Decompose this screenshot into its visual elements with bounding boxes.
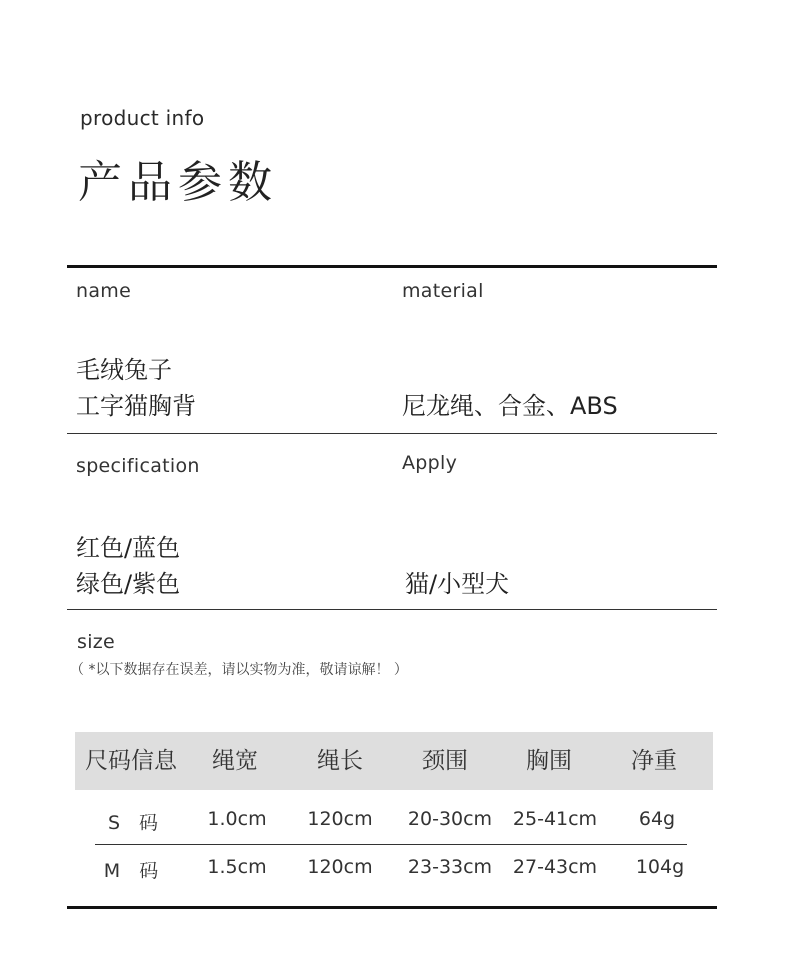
apply-value: 猫/小型犬: [405, 570, 510, 598]
name-value-line1: 毛绒兔子: [76, 356, 172, 384]
name-value-line2: 工字猫胸背: [76, 392, 196, 420]
spec-value-line2: 绿色/紫色: [76, 570, 181, 598]
size-label: size: [77, 631, 116, 653]
row-rope-width: 1.5cm: [207, 856, 267, 878]
row-rope-length: 120cm: [307, 856, 373, 878]
row-size: M 码: [103, 860, 159, 882]
apply-label: Apply: [402, 452, 458, 474]
page-title: 产品参数: [78, 157, 278, 208]
row-chest: 27-43cm: [512, 856, 598, 878]
row-net-weight: 104g: [635, 856, 685, 878]
row-size: S 码: [107, 812, 159, 834]
header-net-weight: 净重: [631, 748, 677, 774]
row-rope-length: 120cm: [307, 808, 373, 830]
row-rope-width: 1.0cm: [207, 808, 267, 830]
header-rope-length: 绳长: [317, 748, 363, 774]
top-divider: [67, 265, 717, 268]
row-net-weight: 64g: [638, 808, 676, 830]
material-value: 尼龙绳、合金、ABS: [402, 392, 618, 420]
size-disclaimer: （ *以下数据存在误差，请以实物为准，敬请谅解！ ）: [70, 662, 408, 678]
table-row-divider: [95, 844, 687, 845]
material-label: material: [402, 280, 484, 302]
specification-label: specification: [76, 455, 200, 477]
header-neck: 颈围: [422, 748, 468, 774]
row-neck: 20-30cm: [407, 808, 493, 830]
row-neck: 23-33cm: [407, 856, 493, 878]
row-chest: 25-41cm: [512, 808, 598, 830]
header-rope-width: 绳宽: [212, 748, 258, 774]
divider-1: [67, 433, 717, 434]
divider-2: [67, 609, 717, 610]
section-subtitle: product info: [80, 106, 205, 130]
bottom-divider: [67, 906, 717, 909]
spec-value-line1: 红色/蓝色: [76, 534, 181, 562]
header-chest: 胸围: [526, 748, 572, 774]
name-label: name: [76, 280, 132, 302]
size-table-header: [75, 732, 713, 790]
header-size-info: 尺码信息: [85, 748, 177, 774]
